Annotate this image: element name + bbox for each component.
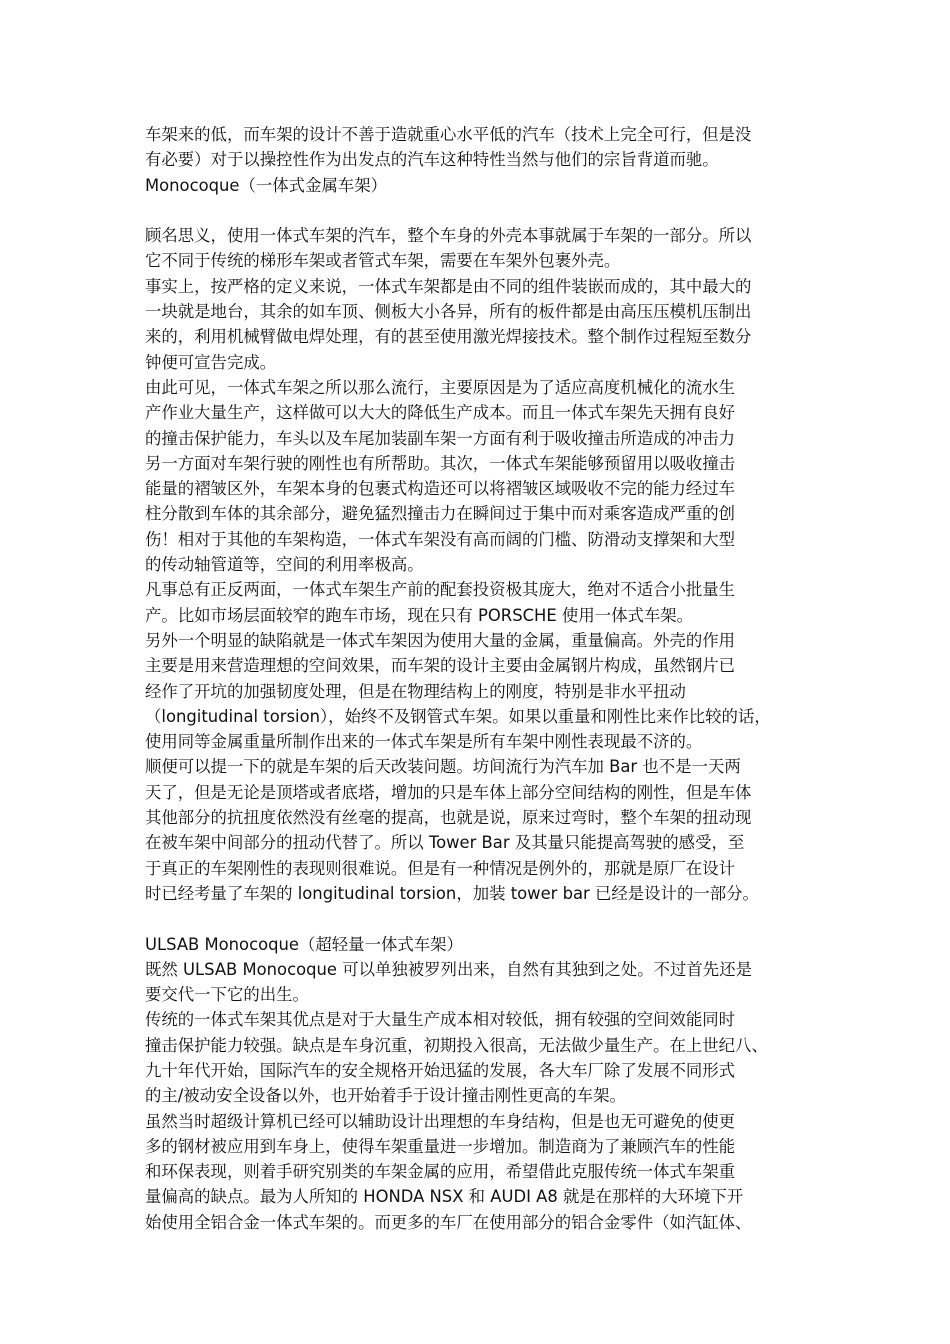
text-line: 时已经考量了车架的 longitudinal torsion，加装 tower bar 已经是设计的一部分。 — [145, 883, 759, 903]
paragraph — [145, 577, 817, 628]
text-line: 始使用全铝合金一体式车架的。而更多的车厂在使用部分的铝合金零件（如汽缸体、 — [145, 1212, 752, 1232]
text-line: 来的，利用机械臂做电焊处理，有的甚至使用激光焊接技术。整个制作过程短至数分 — [145, 327, 752, 347]
paragraph — [145, 375, 817, 577]
text-line: 在被车架中间部分的扭动代替了。所以 Tower Bar 及其量只能提高驾驶的感受，至 — [145, 833, 745, 853]
text-line: 使用同等金属重量所制作出来的一体式车架是所有车架中刚性表现最不济的。 — [145, 732, 703, 752]
paragraph — [145, 754, 817, 906]
text-line: 由此可见，一体式车架之所以那么流行，主要原因是为了适应高度机械化的流水生 — [145, 377, 736, 397]
text-line: 柱分散到车体的其余部分，避免猛烈撞击力在瞬间过于集中而对乘客造成严重的创 — [145, 504, 736, 524]
text-line: 和环保表现，则着手研究别类的车架金属的应用，希望借此克服传统一体式车架重 — [145, 1162, 736, 1182]
blank-line — [145, 906, 817, 931]
text-line: 经作了开坑的加强韧度处理，但是在物理结构上的刚度，特别是非水平扭动 — [145, 681, 686, 701]
text-line: 要交代一下它的出生。 — [145, 985, 309, 1005]
text-line: 的主/被动安全设备以外，也开始着手于设计撞击刚性更高的车架。 — [145, 1086, 626, 1106]
text-line: 产作业大量生产，这样做可以大大的降低生产成本。而且一体式车架先天拥有良好 — [145, 403, 736, 423]
text-line: 顾名思义，使用一体式车架的汽车，整个车身的外壳本事就属于车架的一部分。所以 — [145, 226, 752, 246]
document-page — [145, 122, 817, 1235]
text-line: Monocoque（一体式金属车架） — [145, 175, 388, 195]
text-line: 撞击保护能力较强。缺点是车身沉重，初期投入很高，无法做少量生产。在上世纪八、 — [145, 1035, 768, 1055]
paragraph — [145, 274, 817, 375]
text-line: 传统的一体式车架其优点是对于大量生产成本相对较低，拥有较强的空间效能同时 — [145, 1010, 736, 1030]
section-heading — [145, 173, 817, 198]
text-line: 虽然当时超级计算机已经可以辅助设计出理想的车身结构，但是也无可避免的使更 — [145, 1111, 736, 1131]
text-line: 的撞击保护能力，车头以及车尾加装副车架一方面有利于吸收撞击所造成的冲击力 — [145, 428, 736, 448]
paragraph — [145, 122, 817, 173]
text-line: 多的钢材被应用到车身上，使得车架重量进一步增加。制造商为了兼顾汽车的性能 — [145, 1136, 736, 1156]
text-line: ULSAB Monocoque（超轻量一体式车架） — [145, 934, 463, 954]
text-line: 另外一个明显的缺陷就是一体式车架因为使用大量的金属，重量偏高。外壳的作用 — [145, 630, 736, 650]
paragraph — [145, 223, 817, 274]
text-line: 一块就是地台，其余的如车顶、侧板大小各异，所有的板件都是由高压压模机压制出 — [145, 302, 752, 322]
text-line: 九十年代开始，国际汽车的安全规格开始迅猛的发展，各大车厂除了发展不同形式 — [145, 1060, 736, 1080]
section-heading — [145, 932, 817, 957]
text-line: 其他部分的抗扭度依然没有丝毫的提高，也就是说，原来过弯时，整个车架的扭动现 — [145, 808, 752, 828]
text-line: 有必要）对于以操控性作为出发点的汽车这种特性当然与他们的宗旨背道而驰。 — [145, 150, 719, 170]
text-line: 能量的褶皱区外，车架本身的包裹式构造还可以将褶皱区域吸收不完的能力经过车 — [145, 479, 736, 499]
text-line — [145, 906, 817, 931]
paragraph — [145, 1109, 817, 1235]
text-line: 另一方面对车架行驶的刚性也有所帮助。其次，一体式车架能够预留用以吸收撞击 — [145, 453, 736, 473]
text-line: 于真正的车架刚性的表现则很难说。但是有一种情况是例外的，那就是原厂在设计 — [145, 858, 736, 878]
text-line: 既然 ULSAB Monocoque 可以单独被罗列出来，自然有其独到之处。不过首先还是 — [145, 959, 752, 979]
text-line: （longitudinal torsion），始终不及钢管式车架。如果以重量和刚性比来作比较的话， — [145, 706, 771, 726]
paragraph — [145, 1007, 817, 1108]
text-line: 凡事总有正反两面，一体式车架生产前的配套投资极其庞大，绝对不适合小批量生 — [145, 580, 736, 600]
text-line: 天了，但是无论是顶塔或者底塔，增加的只是车体上部分空间结构的刚性，但是车体 — [145, 782, 752, 802]
paragraph — [145, 957, 817, 1008]
text-line: 顺便可以提一下的就是车架的后天改装问题。坊间流行为汽车加 Bar 也不是一天两 — [145, 757, 741, 777]
text-line: 车架来的低，而车架的设计不善于造就重心水平低的汽车（技术上完全可行，但是没 — [145, 125, 752, 144]
text-line: 主要是用来营造理想的空间效果，而车架的设计主要由金属钢片构成，虽然钢片已 — [145, 656, 736, 676]
text-line: 量偏高的缺点。最为人所知的 HONDA NSX 和 AUDI A8 就是在那样的大环境下开 — [145, 1187, 744, 1207]
text-line: 产。比如市场层面较窄的跑车市场，现在只有 PORSCHE 使用一体式车架。 — [145, 605, 694, 625]
text-line: 事实上，按严格的定义来说，一体式车架都是由不同的组件装嵌而成的，其中最大的 — [145, 276, 752, 296]
text-line: 钟便可宣告完成。 — [145, 352, 277, 372]
text-line: 它不同于传统的梯形车架或者管式车架，需要在车架外包裹外壳。 — [145, 251, 621, 271]
text-line: 的传动轴管道等，空间的利用率极高。 — [145, 555, 424, 575]
text-line: 伤！相对于其他的车架构造，一体式车架没有高而阔的门槛、防滑动支撑架和大型 — [145, 529, 736, 549]
text-line — [145, 198, 817, 223]
paragraph — [145, 628, 817, 754]
blank-line — [145, 198, 817, 223]
